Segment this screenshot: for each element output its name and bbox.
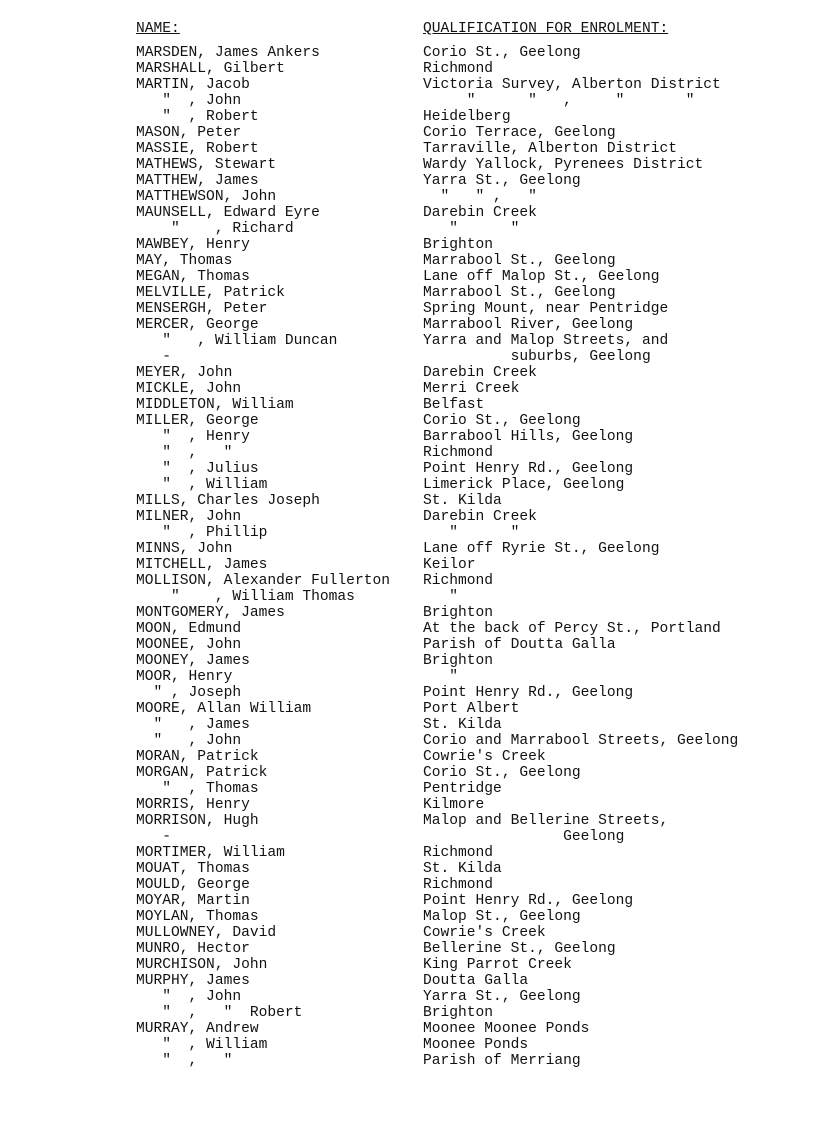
list-item (0, 685, 816, 701)
elector-name: MATTHEW, James (136, 173, 259, 189)
list-item (0, 77, 816, 93)
list-item (0, 909, 816, 925)
list-item (0, 493, 816, 509)
enrolment-qualification: Barrabool Hills, Geelong (423, 429, 634, 445)
enrolment-qualification: Kilmore (423, 797, 485, 813)
enrolment-qualification: Richmond (423, 61, 494, 77)
enrolment-qualification: Marrabool St., Geelong (423, 285, 616, 301)
elector-name: MARTIN, Jacob (136, 77, 250, 93)
qualification-column-header: QUALIFICATION FOR ENROLMENT: (423, 21, 669, 37)
elector-name: MATHEWS, Stewart (136, 157, 277, 173)
elector-name: " , " (136, 1053, 233, 1069)
list-item (0, 669, 816, 685)
enrolment-qualification: Belfast (423, 397, 485, 413)
enrolment-qualification: Cowrie's Creek (423, 749, 546, 765)
enrolment-qualification: Darebin Creek (423, 509, 537, 525)
enrolment-qualification: " " , " (423, 189, 537, 205)
enrolment-qualification: Point Henry Rd., Geelong (423, 461, 634, 477)
elector-name: " , John (136, 989, 242, 1005)
elector-name: " , Henry (136, 429, 250, 445)
list-item (0, 429, 816, 445)
enrolment-qualification: Lane off Malop St., Geelong (423, 269, 660, 285)
elector-name: - (136, 829, 172, 845)
elector-name: " , Joseph (136, 685, 242, 701)
list-item (0, 941, 816, 957)
list-item (0, 605, 816, 621)
enrolment-qualification: Marrabool St., Geelong (423, 253, 616, 269)
elector-name: MORTIMER, William (136, 845, 285, 861)
enrolment-qualification: Moonee Moonee Ponds (423, 1021, 590, 1037)
elector-name: " , James (136, 717, 250, 733)
enrolment-qualification: Cowrie's Creek (423, 925, 546, 941)
elector-name: MASON, Peter (136, 125, 242, 141)
enrolment-qualification: St. Kilda (423, 493, 502, 509)
elector-name: " , Phillip (136, 525, 268, 541)
elector-name: " , John (136, 93, 242, 109)
elector-name: MURPHY, James (136, 973, 250, 989)
elector-name: MITCHELL, James (136, 557, 268, 573)
list-item (0, 237, 816, 253)
name-column-header: NAME: (136, 21, 180, 37)
elector-name: MORGAN, Patrick (136, 765, 268, 781)
list-item (0, 989, 816, 1005)
enrolment-qualification: Spring Mount, near Pentridge (423, 301, 669, 317)
elector-name: MOON, Edmund (136, 621, 242, 637)
enrolment-qualification: Pentridge (423, 781, 502, 797)
enrolment-qualification: Lane off Ryrie St., Geelong (423, 541, 660, 557)
enrolment-qualification: Yarra St., Geelong (423, 989, 581, 1005)
enrolment-qualification: Richmond (423, 573, 494, 589)
elector-name: MICKLE, John (136, 381, 242, 397)
list-item (0, 381, 816, 397)
elector-name: MOLLISON, Alexander Fullerton (136, 573, 390, 589)
list-item (0, 957, 816, 973)
elector-name: MEYER, John (136, 365, 233, 381)
elector-name: MOORE, Allan William (136, 701, 312, 717)
list-item (0, 573, 816, 589)
list-item (0, 973, 816, 989)
list-item (0, 109, 816, 125)
list-item (0, 301, 816, 317)
enrolment-qualification: Heidelberg (423, 109, 511, 125)
enrolment-qualification: Moonee Ponds (423, 1037, 529, 1053)
enrolment-qualification: Malop St., Geelong (423, 909, 581, 925)
enrolment-qualification: " " (423, 525, 520, 541)
list-item (0, 765, 816, 781)
elector-name: MORRIS, Henry (136, 797, 250, 813)
enrolment-qualification: Tarraville, Alberton District (423, 141, 677, 157)
enrolment-qualification: Brighton (423, 605, 494, 621)
list-item (0, 397, 816, 413)
list-item (0, 509, 816, 525)
list-item (0, 157, 816, 173)
elector-name: MELVILLE, Patrick (136, 285, 285, 301)
list-item (0, 317, 816, 333)
list-item (0, 525, 816, 541)
enrolment-qualification: Keilor (423, 557, 476, 573)
elector-name: " , William (136, 477, 268, 493)
list-item (0, 637, 816, 653)
elector-name: " , William Duncan (136, 333, 338, 349)
enrolment-qualification: Corio Terrace, Geelong (423, 125, 616, 141)
elector-name: " , William (136, 1037, 268, 1053)
enrolment-qualification: Limerick Place, Geelong (423, 477, 625, 493)
elector-name: MAUNSELL, Edward Eyre (136, 205, 320, 221)
elector-name: MORAN, Patrick (136, 749, 259, 765)
list-item (0, 701, 816, 717)
elector-name: MILNER, John (136, 509, 242, 525)
list-item (0, 221, 816, 237)
list-item (0, 1005, 816, 1021)
elector-name: MOUAT, Thomas (136, 861, 250, 877)
elector-name: MILLS, Charles Joseph (136, 493, 320, 509)
enrolment-qualification: Wardy Yallock, Pyrenees District (423, 157, 704, 173)
list-item (0, 461, 816, 477)
list-item (0, 173, 816, 189)
elector-name: MEGAN, Thomas (136, 269, 250, 285)
list-item (0, 349, 816, 365)
list-item (0, 557, 816, 573)
enrolment-qualification: Point Henry Rd., Geelong (423, 893, 634, 909)
enrolment-qualification: Richmond (423, 845, 494, 861)
list-item (0, 253, 816, 269)
list-item (0, 189, 816, 205)
elector-name: " , " Robert (136, 1005, 303, 1021)
enrolment-qualification: Brighton (423, 237, 494, 253)
enrolment-qualification: Parish of Doutta Galla (423, 637, 616, 653)
list-item (0, 1053, 816, 1069)
elector-name: MOYLAN, Thomas (136, 909, 259, 925)
enrolment-qualification: " " (423, 221, 520, 237)
elector-name: " , John (136, 733, 242, 749)
enrolment-qualification: St. Kilda (423, 717, 502, 733)
enrolment-qualification: Doutta Galla (423, 973, 529, 989)
elector-name: MONTGOMERY, James (136, 605, 285, 621)
list-item (0, 733, 816, 749)
elector-name: " , William Thomas (136, 589, 355, 605)
enrolment-qualification: Brighton (423, 653, 494, 669)
list-item (0, 269, 816, 285)
list-item (0, 717, 816, 733)
list-item (0, 45, 816, 61)
elector-name: MOYAR, Martin (136, 893, 250, 909)
elector-name: MURCHISON, John (136, 957, 268, 973)
enrolment-qualification: Darebin Creek (423, 205, 537, 221)
elector-name: MERCER, George (136, 317, 259, 333)
elector-name: MILLER, George (136, 413, 259, 429)
enrolment-qualification: " (423, 589, 459, 605)
elector-name: MARSHALL, Gilbert (136, 61, 285, 77)
elector-name: MENSERGH, Peter (136, 301, 268, 317)
list-item (0, 365, 816, 381)
list-item (0, 541, 816, 557)
list-item (0, 829, 816, 845)
enrolment-qualification: Bellerine St., Geelong (423, 941, 616, 957)
elector-name: MASSIE, Robert (136, 141, 259, 157)
enrolment-qualification: suburbs, Geelong (423, 349, 651, 365)
list-item (0, 925, 816, 941)
list-item (0, 653, 816, 669)
enrolment-qualification: King Parrot Creek (423, 957, 572, 973)
elector-name: MINNS, John (136, 541, 233, 557)
list-item (0, 797, 816, 813)
enrolment-qualification: Corio St., Geelong (423, 765, 581, 781)
list-item (0, 205, 816, 221)
list-item (0, 93, 816, 109)
list-item (0, 1021, 816, 1037)
elector-name: MURRAY, Andrew (136, 1021, 259, 1037)
enrolment-qualification: Yarra St., Geelong (423, 173, 581, 189)
elector-name: - (136, 349, 172, 365)
elector-name: MAY, Thomas (136, 253, 233, 269)
elector-name: " , Robert (136, 109, 259, 125)
enrolment-qualification: Marrabool River, Geelong (423, 317, 634, 333)
enrolment-qualification: Darebin Creek (423, 365, 537, 381)
list-item (0, 445, 816, 461)
enrolment-qualification: " (423, 669, 459, 685)
list-item (0, 589, 816, 605)
list-item (0, 125, 816, 141)
list-item (0, 749, 816, 765)
enrolment-qualification: Corio St., Geelong (423, 413, 581, 429)
elector-name: MARSDEN, James Ankers (136, 45, 320, 61)
elector-name: " , Julius (136, 461, 259, 477)
enrolment-qualification: Richmond (423, 445, 494, 461)
enrolment-qualification: Corio and Marrabool Streets, Geelong (423, 733, 739, 749)
list-item (0, 861, 816, 877)
elector-name: MOONEY, James (136, 653, 250, 669)
list-item (0, 813, 816, 829)
enrolment-qualification: Corio St., Geelong (423, 45, 581, 61)
list-item (0, 893, 816, 909)
list-item (0, 413, 816, 429)
enrolment-qualification: Parish of Merriang (423, 1053, 581, 1069)
list-item (0, 141, 816, 157)
list-item (0, 621, 816, 637)
list-item (0, 477, 816, 493)
enrolment-list (0, 45, 816, 1069)
enrolment-qualification: Malop and Bellerine Streets, (423, 813, 669, 829)
elector-name: MUNRO, Hector (136, 941, 250, 957)
enrolment-qualification: Richmond (423, 877, 494, 893)
enrolment-qualification: Port Albert (423, 701, 520, 717)
elector-name: " , " (136, 445, 233, 461)
enrolment-qualification: Geelong (423, 829, 625, 845)
elector-name: MOOR, Henry (136, 669, 233, 685)
enrolment-qualification: Yarra and Malop Streets, and (423, 333, 669, 349)
elector-name: " , Thomas (136, 781, 259, 797)
elector-name: MOULD, George (136, 877, 250, 893)
list-item (0, 877, 816, 893)
list-item (0, 781, 816, 797)
list-item (0, 285, 816, 301)
list-item (0, 333, 816, 349)
enrolment-qualification: Brighton (423, 1005, 494, 1021)
enrolment-qualification: At the back of Percy St., Portland (423, 621, 721, 637)
elector-name: MOONEE, John (136, 637, 242, 653)
elector-name: MULLOWNEY, David (136, 925, 277, 941)
list-item (0, 845, 816, 861)
elector-name: MIDDLETON, William (136, 397, 294, 413)
elector-name: MORRISON, Hugh (136, 813, 259, 829)
elector-name: MATTHEWSON, John (136, 189, 277, 205)
enrolment-qualification: Point Henry Rd., Geelong (423, 685, 634, 701)
enrolment-qualification: St. Kilda (423, 861, 502, 877)
enrolment-qualification: " " , " " (423, 93, 695, 109)
enrolment-qualification: Victoria Survey, Alberton District (423, 77, 721, 93)
elector-name: " , Richard (136, 221, 294, 237)
elector-name: MAWBEY, Henry (136, 237, 250, 253)
enrolment-qualification: Merri Creek (423, 381, 520, 397)
list-item (0, 61, 816, 77)
list-item (0, 1037, 816, 1053)
